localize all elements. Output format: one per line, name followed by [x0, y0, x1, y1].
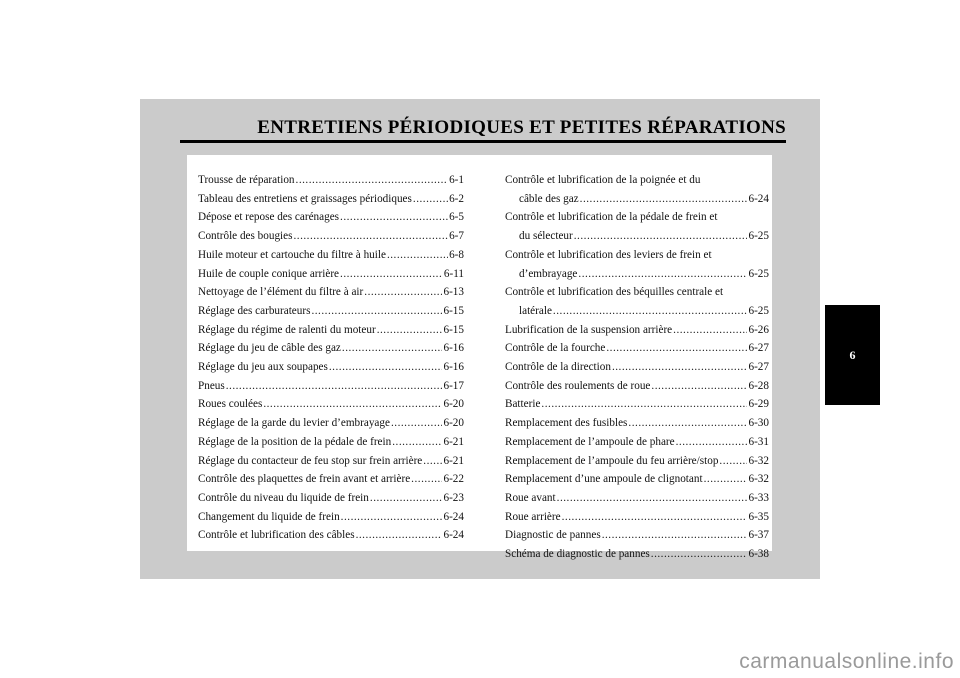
toc-entry-title: Contrôle de la fourche: [505, 342, 606, 355]
toc-page-number: 6-35: [748, 510, 769, 523]
toc-leader-dots: [580, 190, 748, 209]
toc-leader-dots: [423, 452, 442, 471]
toc-page-number: 6-26: [748, 323, 769, 336]
toc-leader-dots: [541, 395, 747, 414]
toc-page-number: 6-30: [748, 417, 769, 430]
toc-entry[interactable]: [505, 208, 769, 245]
toc-leader-dots: [553, 302, 748, 321]
toc-entry[interactable]: [198, 395, 464, 414]
toc-entry[interactable]: [505, 414, 769, 433]
toc-page-number: 6-22: [443, 473, 464, 486]
toc-entry-title-line: Contrôle et lubrification des béquilles centrale et: [505, 286, 724, 299]
toc-entry[interactable]: [505, 545, 769, 564]
toc-entry[interactable]: [198, 358, 464, 377]
toc-page-number: 6-25: [748, 230, 769, 243]
toc-page-number: 6-24: [443, 529, 464, 542]
toc-entry[interactable]: [198, 377, 464, 396]
toc-entry-title: Réglage du jeu de câble des gaz: [198, 342, 341, 355]
toc-page-number: 6-16: [443, 361, 464, 374]
toc-entry[interactable]: [198, 208, 464, 227]
toc-entry[interactable]: [198, 190, 464, 209]
toc-entry-title: Contrôle des bougies: [198, 230, 293, 243]
toc-entry[interactable]: [198, 489, 464, 508]
toc-entry[interactable]: [198, 452, 464, 471]
toc-entry[interactable]: [198, 470, 464, 489]
toc-leader-dots: [411, 470, 442, 489]
watermark: carmanualsonline.info: [739, 650, 954, 673]
toc-entry-title: Tableau des entretiens et graissages périodiques: [198, 192, 412, 205]
toc-page-number: 6-29: [748, 398, 769, 411]
toc-entry-title: Contrôle du niveau du liquide de frein: [198, 491, 369, 504]
toc-page-number: 6-15: [443, 323, 464, 336]
toc-entry-title-line: Contrôle et lubrification de la poignée et du: [505, 174, 701, 186]
toc-entry-title: Contrôle des plaquettes de frein avant et arrière: [198, 473, 411, 486]
toc-right-column: [505, 171, 769, 564]
toc-entry-title: Dépose et repose des carénages: [198, 211, 340, 224]
toc-page-number: 6-32: [748, 473, 769, 486]
toc-entry-title: Roue arrière: [505, 510, 561, 523]
toc-page-number: 6-25: [748, 304, 769, 317]
toc-entry-title: Réglage du régime de ralenti du moteur: [198, 323, 376, 336]
toc-page-number: 6-7: [449, 230, 464, 243]
toc-entry[interactable]: [505, 339, 769, 358]
page-title: ENTRETIENS PÉRIODIQUES ET PETITES RÉPARATIONS: [257, 117, 786, 138]
toc-entry[interactable]: [505, 470, 769, 489]
toc-page-number: 6-24: [748, 192, 769, 205]
chapter-tab[interactable]: [825, 305, 880, 405]
toc-entry-title: Diagnostic de pannes: [505, 529, 601, 542]
toc-entry-title: Remplacement d’une ampoule de clignotant: [505, 473, 703, 486]
toc-entry[interactable]: [505, 246, 769, 283]
toc-page-number: 6-11: [443, 267, 464, 280]
toc-leader-dots: [704, 470, 748, 489]
toc-entry-title: Réglage de la garde du levier d’embrayage: [198, 417, 390, 430]
toc-entry-title: d’embrayage: [519, 267, 578, 280]
toc-left-column: [198, 171, 464, 545]
toc-page-number: 6-21: [443, 435, 464, 448]
toc-leader-dots: [370, 489, 443, 508]
toc-page-number: 6-27: [748, 342, 769, 355]
toc-leader-dots: [387, 246, 448, 265]
toc-entry-title: Trousse de réparation: [198, 174, 295, 186]
toc-leader-dots: [413, 190, 448, 209]
toc-entry-title: Roues coulées: [198, 398, 263, 411]
toc-entry[interactable]: [198, 302, 464, 321]
toc-leader-dots: [628, 414, 747, 433]
toc-leader-dots: [651, 377, 747, 396]
toc-entry-title: Batterie: [505, 398, 541, 411]
toc-entry-title: Schéma de diagnostic de pannes: [505, 548, 650, 561]
toc-entry-title: Remplacement de l’ampoule de phare: [505, 435, 675, 448]
toc-leader-dots: [651, 545, 748, 564]
toc-leader-dots: [364, 283, 442, 302]
toc-leader-dots: [296, 171, 449, 190]
toc-entry[interactable]: [198, 265, 464, 284]
toc-entry[interactable]: [198, 283, 464, 302]
toc-entry[interactable]: [198, 227, 464, 246]
toc-page-number: 6-16: [443, 342, 464, 355]
toc-entry-title: câble des gaz: [519, 192, 579, 205]
toc-leader-dots: [311, 302, 442, 321]
toc-page-number: 6-27: [748, 361, 769, 374]
toc-entry[interactable]: [198, 339, 464, 358]
toc-leader-dots: [377, 321, 443, 340]
toc-entry-title: Réglage des carburateurs: [198, 304, 311, 317]
toc-entry[interactable]: [505, 508, 769, 527]
toc-entry[interactable]: [505, 395, 769, 414]
toc-leader-dots: [342, 339, 443, 358]
toc-entry-title: du sélecteur: [519, 230, 573, 243]
toc-page-number: 6-24: [443, 510, 464, 523]
toc-page-number: 6-28: [748, 379, 769, 392]
toc-entry-title: Roue avant: [505, 491, 556, 504]
toc-leader-dots: [719, 452, 747, 471]
toc-leader-dots: [612, 358, 748, 377]
toc-entry-title: Remplacement des fusibles: [505, 417, 628, 430]
toc-entry[interactable]: [505, 452, 769, 471]
toc-leader-dots: [293, 227, 448, 246]
toc-page-number: 6-38: [748, 548, 769, 561]
toc-entry-title: Nettoyage de l’élément du filtre à air: [198, 286, 364, 299]
toc-leader-dots: [329, 358, 443, 377]
toc-entry[interactable]: [198, 433, 464, 452]
toc-leader-dots: [391, 414, 443, 433]
toc-leader-dots: [341, 508, 443, 527]
toc-entry[interactable]: [198, 246, 464, 265]
toc-entry[interactable]: [198, 526, 464, 545]
toc-leader-dots: [578, 265, 747, 284]
toc-page-number: 6-15: [443, 304, 464, 317]
toc-leader-dots: [574, 227, 748, 246]
toc-page-number: 6-37: [748, 529, 769, 542]
title-rule: [180, 140, 786, 143]
toc-page-number: 6-17: [443, 379, 464, 392]
toc-entry[interactable]: [198, 171, 464, 190]
toc-entry[interactable]: [505, 321, 769, 340]
toc-entry-title: Changement du liquide de frein: [198, 510, 340, 523]
toc-page-number: 6-21: [443, 454, 464, 467]
toc-page-number: 6-23: [443, 491, 464, 504]
chapter-tab-label: 6: [849, 347, 856, 362]
toc-page-number: 6-33: [748, 491, 769, 504]
toc-entry[interactable]: [198, 414, 464, 433]
toc-page-number: 6-5: [449, 211, 464, 224]
toc-entry[interactable]: [505, 358, 769, 377]
toc-page-number: 6-32: [748, 454, 769, 467]
toc-page-number: 6-20: [443, 417, 464, 430]
toc-entry-title: Réglage du jeu aux soupapes: [198, 361, 328, 374]
toc-entry[interactable]: [198, 321, 464, 340]
toc-leader-dots: [676, 433, 748, 452]
toc-leader-dots: [340, 208, 448, 227]
toc-leader-dots: [606, 339, 747, 358]
toc-leader-dots: [602, 526, 748, 545]
toc-page-number: 6-1: [449, 174, 464, 186]
toc-entry-title: Contrôle des roulements de roue: [505, 379, 651, 392]
toc-entry-title: Réglage du contacteur de feu stop sur frein arrière: [198, 454, 423, 467]
toc-entry[interactable]: [198, 508, 464, 527]
toc-entry[interactable]: [505, 433, 769, 452]
toc-page-number: 6-20: [443, 398, 464, 411]
toc-entry-title: Pneus: [198, 379, 225, 392]
toc-leader-dots: [562, 508, 748, 527]
toc-entry-title: Contrôle et lubrification des câbles: [198, 529, 355, 542]
toc-page-number: 6-8: [449, 248, 464, 261]
toc-page-number: 6-25: [748, 267, 769, 280]
toc-page-number: 6-31: [748, 435, 769, 448]
toc-page-number: 6-2: [449, 192, 464, 205]
toc-leader-dots: [356, 526, 443, 545]
toc-leader-dots: [392, 433, 442, 452]
toc-entry-title: Réglage de la position de la pédale de frein: [198, 435, 392, 448]
toc-entry-title: Lubrification de la suspension arrière: [505, 323, 673, 336]
toc-leader-dots: [557, 489, 748, 508]
toc-entry[interactable]: [505, 283, 769, 320]
toc-entry[interactable]: [505, 489, 769, 508]
toc-entry-title-line: Contrôle et lubrification des leviers de frein et: [505, 248, 712, 261]
toc-leader-dots: [226, 377, 443, 396]
toc-entry-title: Remplacement de l’ampoule du feu arrière/stop: [505, 454, 719, 467]
toc-leader-dots: [673, 321, 747, 340]
toc-leader-dots: [263, 395, 442, 414]
toc-entry[interactable]: [505, 171, 769, 208]
toc-entry[interactable]: [505, 526, 769, 545]
toc-page-number: 6-13: [443, 286, 464, 299]
toc-entry[interactable]: [505, 377, 769, 396]
toc-entry-title-line: Contrôle et lubrification de la pédale de frein et: [505, 211, 718, 224]
toc-entry-title: Contrôle de la direction: [505, 361, 611, 374]
toc-entry-title: latérale: [519, 304, 552, 317]
toc-entry-title: Huile moteur et cartouche du filtre à huile: [198, 248, 386, 261]
toc-entry-title: Huile de couple conique arrière: [198, 267, 340, 280]
toc-leader-dots: [340, 265, 443, 284]
